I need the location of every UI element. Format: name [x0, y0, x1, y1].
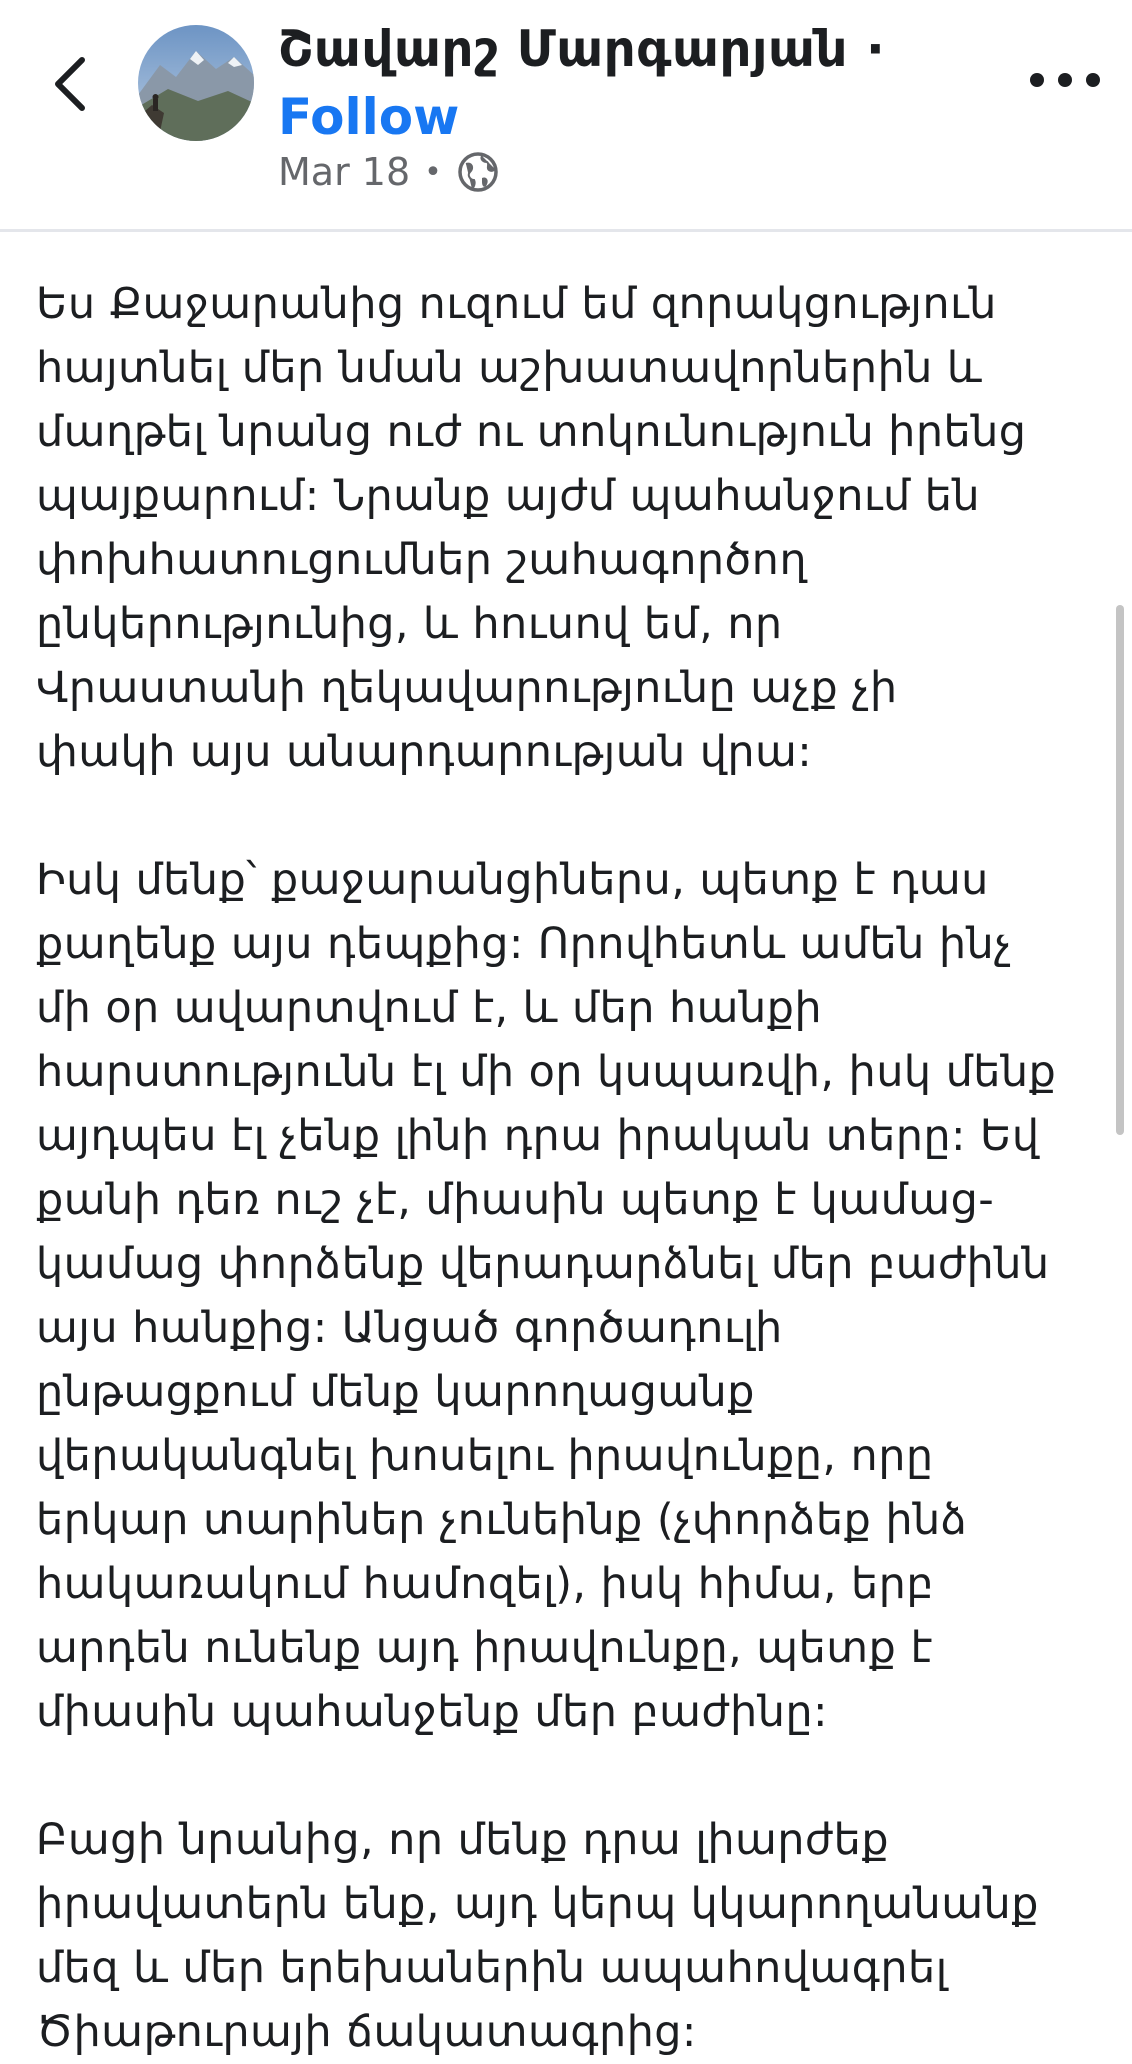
post-text-line: կամաց փորձենք վերադարձնել մեր բաժինն [36, 1239, 1050, 1289]
post-text-line: Վրաստանի ղեկավարությունը աչք չի [36, 663, 898, 713]
post-text-line: Բացի նրանից, որ մենք դրա լիարժեք [36, 1815, 890, 1865]
globe-icon [456, 150, 500, 194]
post-text-line: փոխհատուցումներ շահագործող [36, 535, 808, 585]
post-text-line: քաղենք այս դեպքից: Որովհետև ամեն ինչ [36, 919, 1012, 969]
post-text-line: մաղթել նրանց ուժ ու տոկունություն իրենց [36, 407, 1027, 457]
post-text-line: քանի դեռ ուշ չէ, միասին պետք է կամաց- [36, 1175, 995, 1225]
post-text-line: ընթացքում մենք կարողացանք [36, 1367, 755, 1417]
post-text [36, 272, 1096, 2064]
paragraph-gap [36, 1744, 1096, 1808]
chevron-left-icon [52, 54, 88, 114]
dot [1058, 73, 1072, 87]
post-text-line: այս հանքից: Անցած գործադուլի [36, 1303, 783, 1353]
dot [1086, 73, 1100, 87]
post-text-line: Ծիաթուրայի ճակատագրից: [36, 2007, 697, 2057]
scrollbar[interactable] [1116, 605, 1124, 1135]
dot [1030, 73, 1044, 87]
post-text-line: Իսկ մենք՝ քաջարանցիներս, պետք է դաս [36, 855, 989, 905]
back-button[interactable] [40, 44, 100, 124]
follow-button[interactable]: Follow [278, 88, 460, 146]
post-text-line: հակառակում համոզել), իսկ հիմա, երբ [36, 1559, 934, 1609]
post-text-line: վերականգնել խոսելու իրավունքը, որը [36, 1431, 934, 1481]
post-text-line: իրավատերն ենք, այդ կերպ կկարողանանք [36, 1879, 1039, 1929]
post-text-line: միասին պահանջենք մեր բաժինը: [36, 1687, 828, 1737]
post-text-line: ընկերությունից, և հուսով եմ, որ [36, 599, 783, 649]
author-name[interactable]: Շավարշ Մարգարյան · [278, 20, 886, 78]
post-text-line: հայտնել մեր նման աշխատավորներին և [36, 343, 983, 393]
post-text-line: արդեն ունենք այդ իրավունքը, պետք է [36, 1623, 933, 1673]
post-header [0, 0, 1132, 232]
more-options-button[interactable] [1030, 60, 1100, 100]
post-text-line: հարստությունն էլ մի օր կսպառվի, իսկ մենք [36, 1047, 1057, 1097]
avatar[interactable] [138, 25, 254, 141]
post-text-line: երկար տարիներ չունեինք (չփորձեք ինձ [36, 1495, 968, 1545]
post-text-line: այդպես էլ չենք լինի դրա իրական տերը: Եվ [36, 1111, 1040, 1161]
post-text-line: պայքարում: Նրանք այժմ պահանջում են [36, 471, 981, 521]
post-text-line: մի օր ավարտվում է, և մեր հանքի [36, 983, 823, 1033]
post-text-line: փակի այս անարդարության վրա: [36, 727, 813, 777]
post-text-line: Ես Քաջարանից ուզում եմ զորակցություն [36, 279, 997, 329]
post-text-line: մեզ և մեր երեխաներին ապահովագրել [36, 1943, 948, 1993]
paragraph-gap [36, 784, 1096, 848]
post-date[interactable]: Mar 18 [278, 150, 411, 194]
post-meta [278, 150, 500, 194]
meta-separator: • [424, 154, 442, 190]
mountain-photo [138, 25, 254, 141]
